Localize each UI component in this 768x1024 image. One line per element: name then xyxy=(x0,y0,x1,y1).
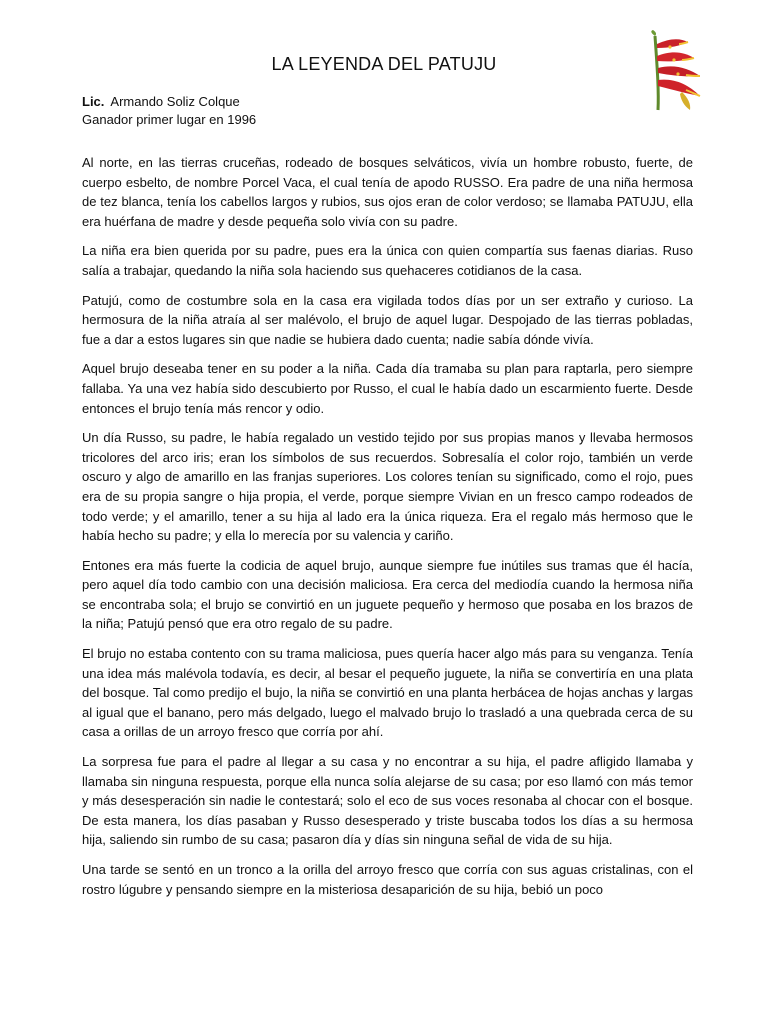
paragraph: Patujú, como de costumbre sola en la casa era vigilada todos días por un ser extraño y curioso. La hermosura de la niña atraía al ser malévolo, el brujo de aquel lugar. Despojado de las tierras pobladas, fue a dar a estos lugares sin que nadie se hubiera dado cuenta; nadie sabía dónde vivía. xyxy=(82,292,693,347)
author-prefix: Lic. xyxy=(82,94,105,109)
paragraph: La niña era bien querida por su padre, pues era la única con quien compartía sus faenas diarias. Ruso salía a trabajar, quedando la niña sola haciendo sus quehaceres cotidianos de la casa. xyxy=(82,243,693,278)
paragraph: Al norte, en las tierras cruceñas, rodeado de bosques selváticos, vivía un hombre robusto, fuerte, de cuerpo esbelto, de nombre Porcel Vaca, el cual tenía de apodo RUSSO. Era padre de una niña hermosa de tez blanca, tenía los cabellos largos y rubios, sus ojos eran de color verdoso; se llamaba PATUJU, ella era huérfana de madre y desde pequeña solo vivía con su padre. xyxy=(82,155,693,229)
paragraph: Entones era más fuerte la codicia de aquel brujo, aunque siempre fue inútiles sus tramas que él hacía, pero aquel día todo cambio con una decisión maliciosa. Era cerca del mediodía cuando la hermosa niña se encontraba sola; el brujo se convirtió en un juguete pequeño y hermoso que posaba en los brazos de la niña; Patujú pensó que era otro regalo de su padre. xyxy=(82,557,693,632)
author-award: Ganador primer lugar en 1996 xyxy=(82,112,257,127)
author-line xyxy=(82,93,256,111)
paragraph: Aquel brujo deseaba tener en su poder a la niña. Cada día tramaba su plan para raptarla, pero siempre fallaba. Ya una vez había sido descubierto por Russo, el cual le había dado un escarmiento fuerte. Desde entonces el brujo tenía más rencor y odio. xyxy=(82,361,693,416)
paragraph: Una tarde se sentó en un tronco a la orilla del arroyo fresco que corría con sus aguas cristalinas, con el rostro lúgubre y pensando siempre en la misteriosa desaparición de su hija, bebió un poco xyxy=(82,862,693,897)
author-name: Armando Soliz Colque xyxy=(110,94,240,109)
paragraph: La sorpresa fue para el padre al llegar a su casa y no encontrar a su hija, el padre afligido llamaba y llamaba sin ninguna respuesta, porque ella nunca solía alejarse de su casa; por eso llamó con más temor y más desesperación sin nadie le contestará; solo el eco de sus voces resonaba al chocar con el bosque. De esta manera, los días pasaban y Russo desesperado y triste buscaba todos los días a su hermosa hija, saliendo sin rumbo de su casa; pasaron día y días sin ninguna señal de vida de su hija. xyxy=(82,754,693,848)
document-title: LA LEYENDA DEL PATUJU xyxy=(271,54,497,74)
story-body xyxy=(82,153,693,909)
paragraph: El brujo no estaba contento con su trama maliciosa, pues quería hacer algo más para su venganza. Tenía una idea más malévola todavía, es decir, al besar el pequeño juguete, la niña se convertiría en una plata del bosque. Tal como predijo el bujo, la niña se convirtió en una planta herbácea de hojas anchas y largas al igual que el banano, pero más delgado, luego el malvado brujo lo trasladó a una quebrada cerca de su casa a orillas de un arroyo fresco que corría por ahí. xyxy=(82,646,693,740)
author-block xyxy=(82,93,256,129)
paragraph: Un día Russo, su padre, le había regalado un vestido tejido por sus propias manos y llevaba hermosos tricolores del arco iris; eran los símbolos de sus recuerdos. Sobresalía el color rojo, también un verde oscuro y algo de amarillo en las franjas superiores. Los colores tenían su significado, como el rojo, pues era de su propia sangre o hija propia, el verde, porque siempre Vivian en un fresco campo rodeados de todo verde; y el amarillo, tener a su hija al lado era la única riqueza. Era el regalo más hermoso que le había hecho su padre; y ella lo merecía por su valencia y cariño. xyxy=(82,430,693,544)
